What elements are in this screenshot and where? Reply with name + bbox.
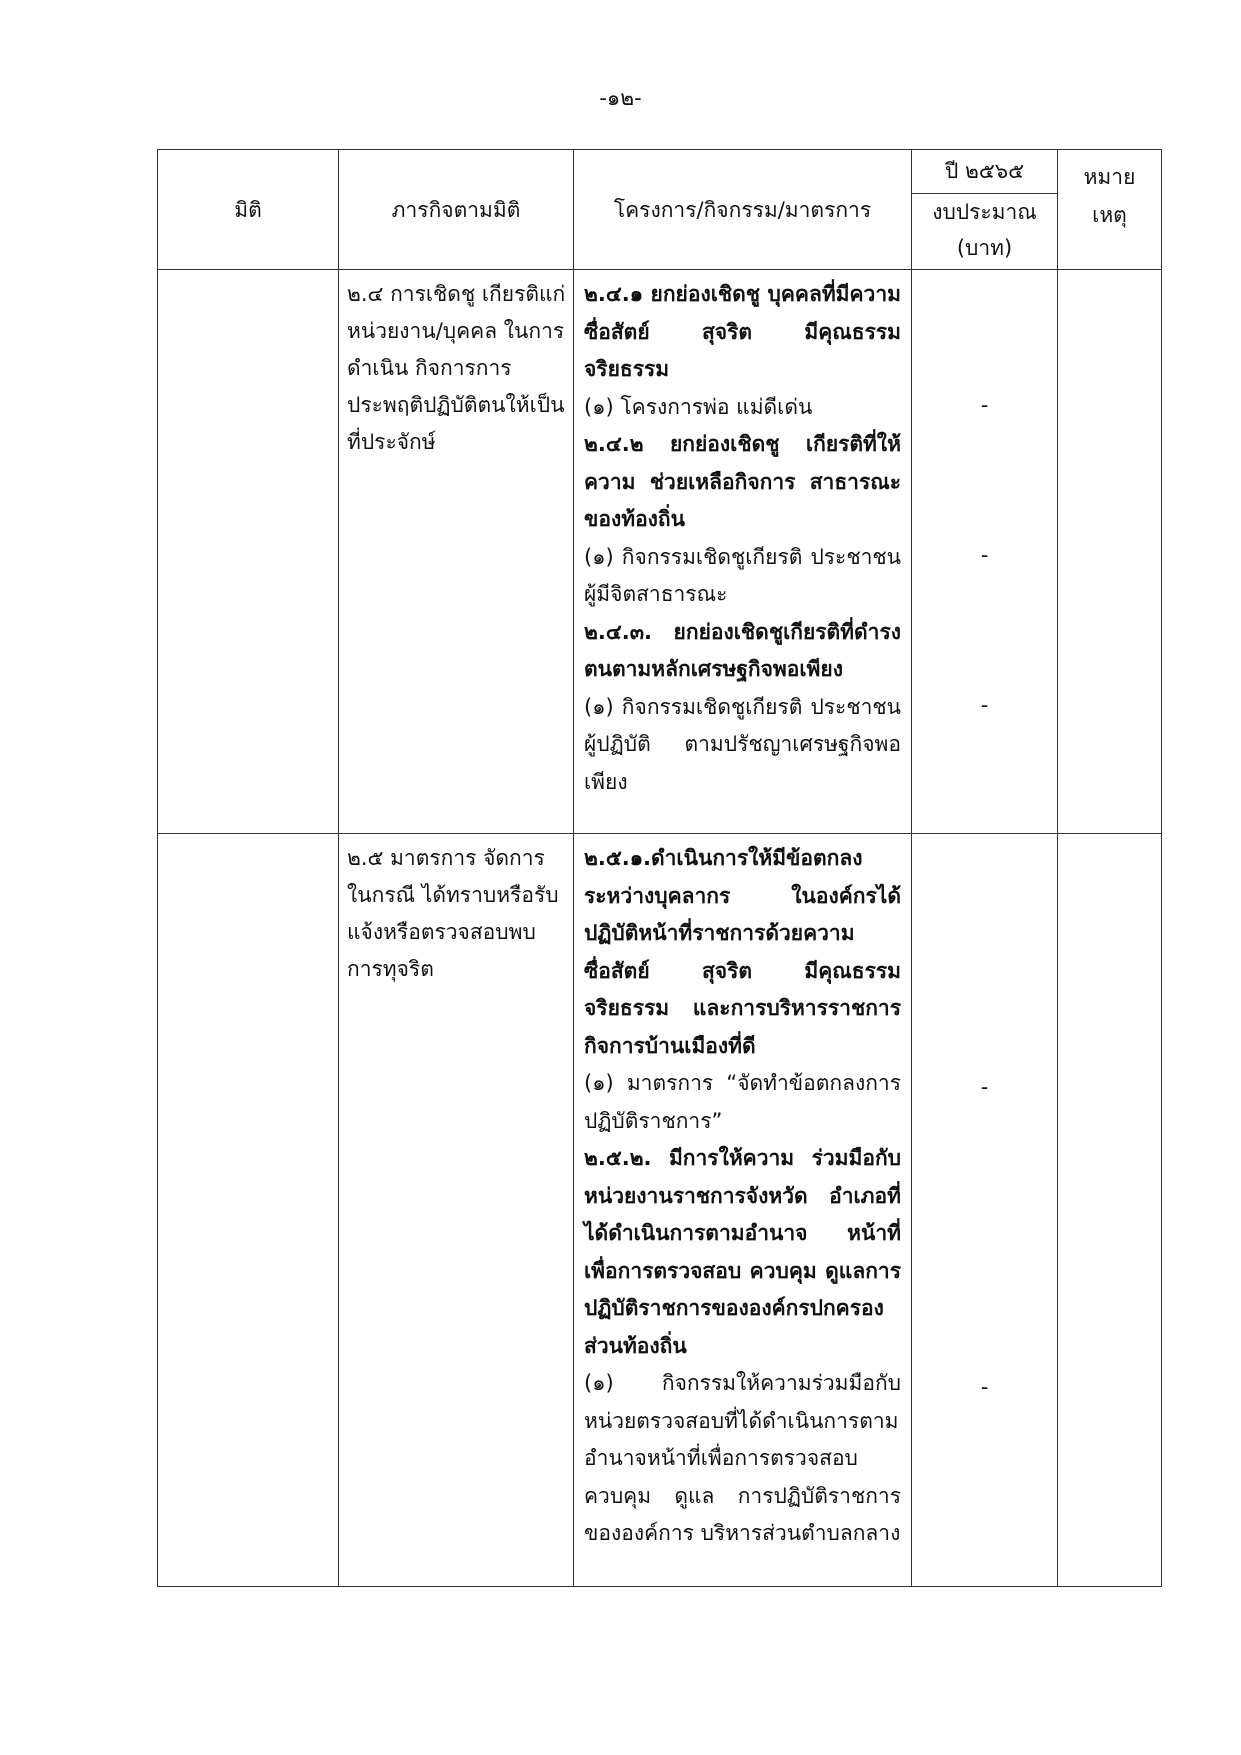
project-heading: ๒.๕.๑.ดำเนินการให้มีข้อตกลงระหว่างบุคลากร ในองค์กรได้ปฏิบัติหน้าที่ราชการด้วยความซื่อสัตย์ สุจริต มีคุณธรรม จริยธรรม และการบริหารราชการกิจการบ้านเมืองที่ดี — [584, 846, 901, 1058]
header-year-label: ปี ๒๕๖๕ — [945, 159, 1024, 183]
header-mission — [339, 150, 574, 270]
project-item: (๑) มาตรการ “จัดทำข้อตกลงการปฏิบัติราชการ” — [584, 1071, 901, 1133]
project-heading: ๒.๔.๑ ยกย่องเชิดชู บุคคลที่มีความซื่อสัตย์ สุจริต มีคุณธรรม จริยธรรม — [584, 282, 901, 381]
page-number: -๑๒- — [599, 86, 642, 110]
budget-cell — [912, 834, 1058, 1587]
projects-cell — [574, 834, 912, 1587]
project-item: (๑) กิจกรรมเชิดชูเกียรติ ประชาชน ผู้มีจิตสาธารณะ — [584, 544, 901, 606]
dimension-cell — [158, 834, 339, 1587]
budget-cell — [912, 270, 1058, 834]
header-mission-label: ภารกิจตามมิติ — [391, 197, 521, 222]
header-budget-line2: (บาท) — [956, 236, 1013, 261]
header-note-line2: เหตุ — [1092, 203, 1127, 227]
projects-cell — [574, 270, 912, 834]
header-dimension — [158, 150, 339, 270]
plan-table — [157, 149, 1162, 1587]
mission-text: ๒.๔ การเชิดชู เกียรติแก่หน่วยงาน/บุคคล ในการดำเนิน กิจการการ ประพฤติปฏิบัติตนให้เป็นที่ประจักษ์ — [347, 282, 566, 454]
note-cell — [1058, 834, 1162, 1587]
project-heading: ๒.๕.๒. มีการให้ความ ร่วมมือกับหน่วยงานราชการจังหวัด อำเภอที่ได้ดำเนินการตามอำนาจ หน้าที่เพื่อการตรวจสอบ ควบคุม ดูแลการปฏิบัติราชการขององค์กรปกครองส่วนท้องถิ่น — [584, 1146, 901, 1358]
mission-text: ๒.๕ มาตรการ จัดการในกรณี ได้ทราบหรือรับแจ้งหรือตรวจสอบพบการทุจริต — [347, 846, 559, 981]
header-projects-label: โครงการ/กิจกรรม/มาตรการ — [613, 197, 872, 222]
note-cell — [1058, 270, 1162, 834]
header-note — [1058, 150, 1162, 270]
budget-value: - — [980, 1075, 989, 1099]
header-budget-line1: งบประมาณ — [932, 200, 1037, 225]
project-heading: ๒.๔.๓. ยกย่องเชิดชูเกียรติที่ดำรงตนตามหลักเศรษฐกิจพอเพียง — [584, 619, 901, 681]
header-note-line1: หมาย — [1083, 165, 1136, 189]
project-item: (๑) กิจกรรมให้ความร่วมมือกับหน่วยตรวจสอบที่ได้ดำเนินการตามอำนาจหน้าที่เพื่อการตรวจสอบ ควบคุม ดูแล การปฏิบัติราชการขององค์การ บริหารส่วนตำบลกลาง — [584, 1371, 901, 1545]
header-budget — [912, 194, 1058, 270]
budget-value: - — [980, 1375, 989, 1399]
dimension-cell — [158, 270, 339, 834]
budget-value: - — [980, 393, 989, 417]
project-heading: ๒.๔.๒ ยกย่องเชิดชู เกียรติที่ให้ความ ช่วยเหลือกิจการ สาธารณะของท้องถิ่น — [584, 432, 901, 531]
budget-value: - — [980, 543, 989, 567]
header-dimension-label: มิติ — [234, 197, 262, 222]
header-year — [912, 150, 1058, 194]
header-projects — [574, 150, 912, 270]
mission-cell — [339, 834, 574, 1587]
project-item: (๑) โครงการพ่อ แม่ดีเด่น — [584, 394, 813, 419]
budget-value: - — [980, 693, 989, 717]
table-row — [158, 834, 1162, 1587]
project-item: (๑) กิจกรรมเชิดชูเกียรติ ประชาชน ผู้ปฏิบัติ ตามปรัชญาเศรษฐกิจพอเพียง — [584, 694, 901, 794]
mission-cell — [339, 270, 574, 834]
table-row — [158, 270, 1162, 834]
